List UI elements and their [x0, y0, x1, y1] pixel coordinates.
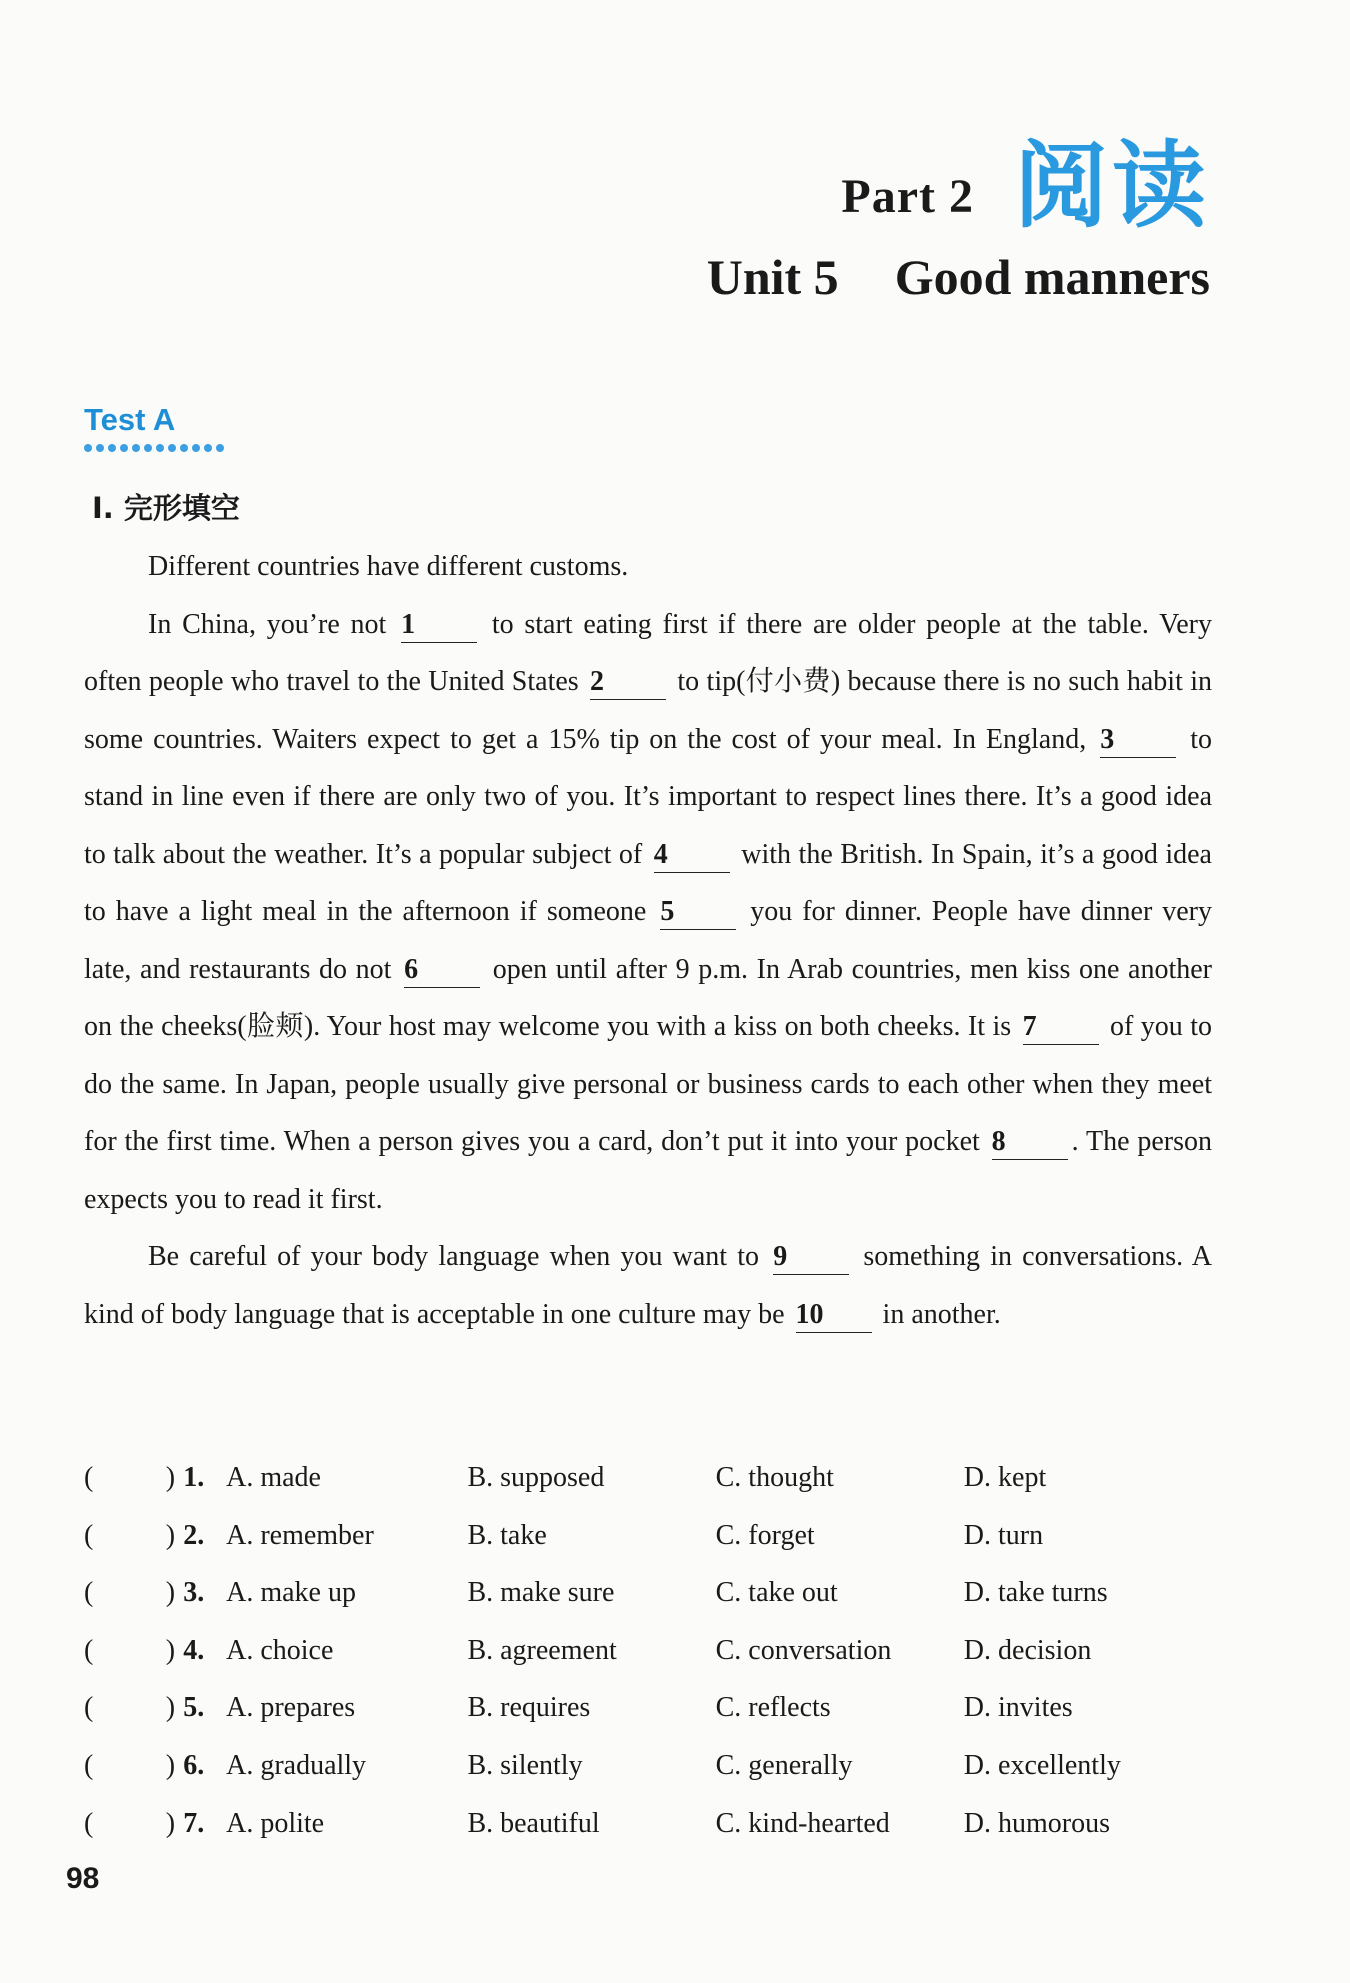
option-d[interactable]: D. take turns [963, 1577, 1108, 1609]
option-a[interactable]: A. gradually [226, 1749, 367, 1781]
section-title: Ⅰ. 完形填空 [92, 491, 240, 525]
unit-title: Good manners [894, 249, 1210, 305]
page-header [706, 132, 1210, 306]
cloze-blank-9[interactable]: 9 [773, 1240, 849, 1275]
option-b[interactable]: B. take [467, 1519, 547, 1551]
passage-text: . The person expects you to read it first. [84, 1126, 1212, 1215]
cloze-blank-1[interactable]: 1 [401, 608, 477, 643]
answer-paren-close: ) [165, 1749, 176, 1781]
option-c[interactable]: C. take out [715, 1577, 838, 1609]
cloze-blank-10[interactable]: 10 [796, 1298, 872, 1333]
passage-text: In China, you’re not [148, 608, 398, 640]
passage-text: something in conversations. A kind of body language that is acceptable in one culture may be [84, 1241, 1213, 1330]
test-heading [84, 402, 224, 452]
question-number: 7. [183, 1807, 205, 1839]
question-number: 6. [183, 1749, 205, 1781]
part-line [707, 132, 1210, 241]
test-title: Test A [84, 402, 176, 437]
answer-paren-close: ) [165, 1807, 176, 1839]
answer-paren-close: ) [165, 1577, 176, 1609]
question-row [84, 1808, 1212, 1866]
answer-paren-open[interactable]: ( [84, 1577, 94, 1609]
option-b[interactable]: B. beautiful [467, 1807, 600, 1839]
option-b[interactable]: B. agreement [467, 1634, 617, 1666]
answer-paren-open[interactable]: ( [84, 1807, 94, 1839]
passage-text: Be careful of your body language when you want to [148, 1241, 770, 1272]
passage-text: you for dinner. People have dinner very late, and restaurants do not [84, 896, 1213, 985]
cloze-passage [84, 538, 1212, 1343]
answer-paren-open[interactable]: ( [84, 1462, 94, 1493]
cloze-blank-3[interactable]: 3 [1100, 723, 1176, 758]
answer-paren-close: ) [165, 1692, 176, 1724]
option-a[interactable]: A. remember [226, 1519, 374, 1551]
question-row [84, 1520, 1212, 1578]
cloze-blank-4[interactable]: 4 [654, 838, 730, 873]
answer-paren-open[interactable]: ( [84, 1634, 94, 1666]
option-d[interactable]: D. excellently [963, 1749, 1121, 1781]
question-row [84, 1750, 1212, 1808]
page-number: 98 [66, 1862, 100, 1895]
passage-paragraph-1: Different countries have different customs. [148, 551, 629, 582]
option-b[interactable]: B. silently [467, 1749, 583, 1781]
question-number: 4. [183, 1634, 205, 1666]
question-row [84, 1635, 1212, 1693]
answer-paren-close: ) [165, 1462, 176, 1493]
answer-paren-close: ) [165, 1634, 176, 1666]
answer-paren-open[interactable]: ( [84, 1692, 94, 1724]
question-number: 1. [183, 1462, 205, 1493]
part-label: Part 2 [841, 170, 974, 223]
question-number: 2. [183, 1519, 205, 1551]
cloze-blank-6[interactable]: 6 [404, 953, 480, 988]
question-row [84, 1577, 1212, 1635]
unit-line [707, 248, 1210, 306]
option-c[interactable]: C. thought [715, 1462, 834, 1493]
option-b[interactable]: B. supposed [467, 1462, 605, 1493]
option-c[interactable]: C. forget [715, 1519, 815, 1551]
option-d[interactable]: D. turn [963, 1519, 1044, 1551]
passage-text: to start eating first if there are older people at the table. Very often people who travel to the United States [84, 608, 1213, 697]
passage-text: open until after 9 p.m. In Arab countries, men kiss one another on the cheeks(脸颊). Your host may welcome you with a kiss on both cheeks. It is [84, 953, 1212, 1042]
passage-text: of you to do the same. In Japan, people usually give personal or business cards to each other when they meet for the first time. When a person gives you a card, don’t put it into your pocket [84, 1011, 1213, 1157]
unit-label: Unit 5 [706, 249, 839, 305]
answer-paren-close: ) [165, 1519, 176, 1551]
passage-text: to tip(付小费) because there is no such habit in some countries. Waiters expect to get a 15% tip on the cost of your meal. In England, [84, 666, 1212, 755]
passage-text: with the British. In Spain, it’s a good idea to have a light meal in the afternoon if someone [84, 838, 1212, 927]
option-a[interactable]: A. polite [226, 1807, 325, 1839]
cloze-blank-7[interactable]: 7 [1023, 1010, 1099, 1045]
option-c[interactable]: C. kind-hearted [715, 1807, 890, 1839]
option-a[interactable]: A. make up [226, 1577, 356, 1609]
option-c[interactable]: C. generally [715, 1749, 853, 1781]
answer-paren-open[interactable]: ( [84, 1519, 94, 1551]
option-d[interactable]: D. humorous [963, 1807, 1111, 1839]
question-row [84, 1462, 1212, 1520]
option-b[interactable]: B. make sure [467, 1577, 615, 1609]
question-list [84, 1462, 1212, 1865]
option-c[interactable]: C. reflects [715, 1692, 831, 1724]
passage-paragraph-2 [84, 596, 1212, 1229]
option-d[interactable]: D. invites [963, 1692, 1073, 1724]
passage-text: to stand in line even if there are only two of you. It’s important to respect lines there. It’s a good idea to talk about the weather. It’s a popular subject of [84, 723, 1213, 870]
option-c[interactable]: C. conversation [715, 1634, 892, 1666]
cloze-blank-5[interactable]: 5 [660, 895, 736, 930]
passage-paragraph-3 [84, 1228, 1212, 1343]
cloze-blank-8[interactable]: 8 [992, 1125, 1068, 1160]
option-a[interactable]: A. prepares [226, 1692, 356, 1724]
question-number: 3. [183, 1577, 205, 1609]
question-number: 5. [183, 1692, 205, 1724]
part-chinese-title: 阅读 [1013, 132, 1210, 241]
dotted-underline [84, 444, 224, 452]
cloze-blank-2[interactable]: 2 [590, 665, 666, 700]
question-row [84, 1692, 1212, 1750]
answer-paren-open[interactable]: ( [84, 1749, 94, 1781]
passage-text: in another. [875, 1298, 1001, 1330]
option-d[interactable]: D. kept [963, 1462, 1047, 1493]
option-a[interactable]: A. choice [226, 1634, 334, 1666]
option-d[interactable]: D. decision [963, 1634, 1092, 1666]
option-b[interactable]: B. requires [467, 1692, 591, 1724]
option-a[interactable]: A. made [226, 1462, 321, 1493]
